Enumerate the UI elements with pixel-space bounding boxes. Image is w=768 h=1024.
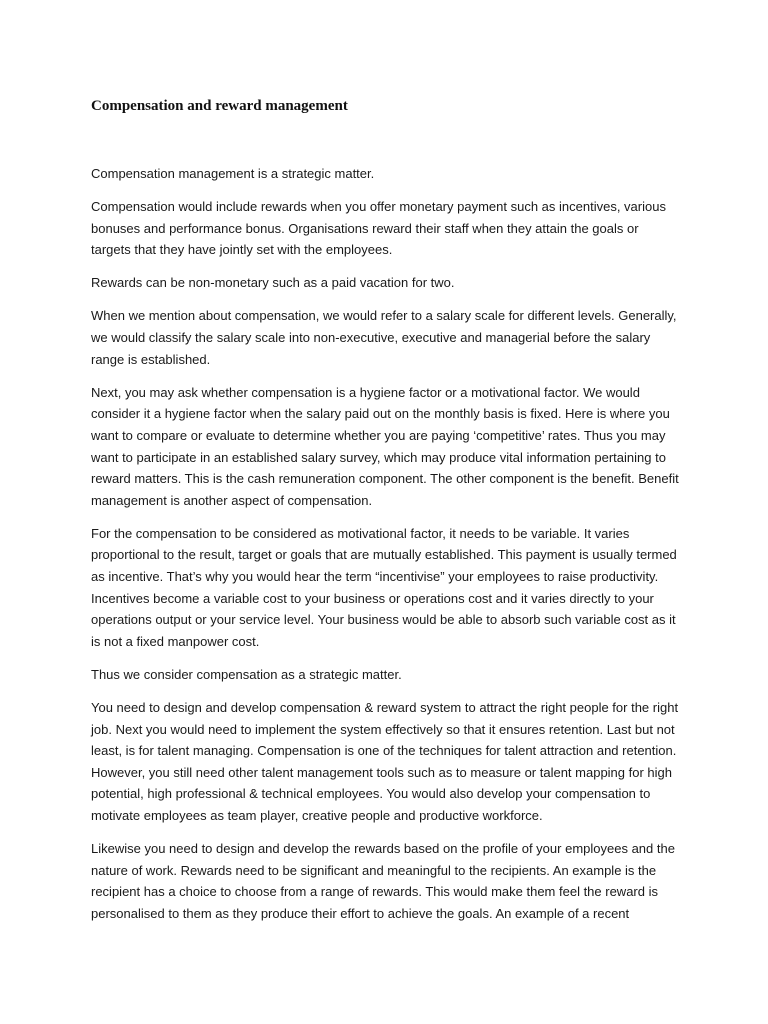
paragraph-4: When we mention about compensation, we would refer to a salary scale for different levels. Generally, we would classify the salary scale into non-executive, executive and managerial before the salary range is established. xyxy=(91,308,677,367)
paragraph-8: You need to design and develop compensation & reward system to attract the right people for the right job. Next you would need to implement the system effectively so that it ensures retention. Last but not least, is for talent managing. Compensation is one of the techniques for talent attraction and retention. However, you still need other talent management tools such as to measure or talent mapping for high potential, high professional & technical employees. You would also develop your compensation to motivate employees as team player, creative people and productive workforce. xyxy=(91,699,679,823)
paragraph-9: Likewise you need to design and develop the rewards based on the profile of your employees and the nature of work. Rewards need to be significant and meaningful to the recipients. An example is the recipient has a choice to choose from a range of rewards. This would make them feel the reward is personalised to them as they produce their effort to achieve the goals. An example of a recent xyxy=(91,841,675,921)
paragraph-3: Rewards can be non-monetary such as a paid vacation for two. xyxy=(91,275,455,291)
paragraph-5: Next, you may ask whether compensation is a hygiene factor or a motivational factor. We would consider it a hygiene factor when the salary paid out on the monthly basis is fixed. Here is where you want to compare or evaluate to determine whether you are paying ‘competitive’ rates. Thus you may want to participate in an established salary survey, which may produce vital information pertaining to reward matters. This is the cash remuneration component. The other component is the benefit. Benefit management is another aspect of compensation. xyxy=(91,384,679,508)
paragraph-7: Thus we consider compensation as a strategic matter. xyxy=(91,666,402,682)
paragraph-2: Compensation would include rewards when you offer monetary payment such as incentives, various bonuses and performance bonus. Organisations reward their staff when they attain the goals or targets that they have jointly set with the employees. xyxy=(91,199,666,258)
paragraph-1: Compensation management is a strategic matter. xyxy=(91,166,375,181)
document-body xyxy=(91,163,681,936)
document-title: Compensation and reward management xyxy=(91,98,348,114)
paragraph-6: For the compensation to be considered as motivational factor, it needs to be variable. It varies proportional to the result, target or goals that are mutually established. This payment is usually termed as incentive. That’s why you would hear the term “incentivise” your employees to raise productivity. Incentives become a variable cost to your business or operations cost and it varies directly to your operations output or your service level. Your business would be able to absorb such variable cost as it is not a fixed manpower cost. xyxy=(91,525,677,649)
